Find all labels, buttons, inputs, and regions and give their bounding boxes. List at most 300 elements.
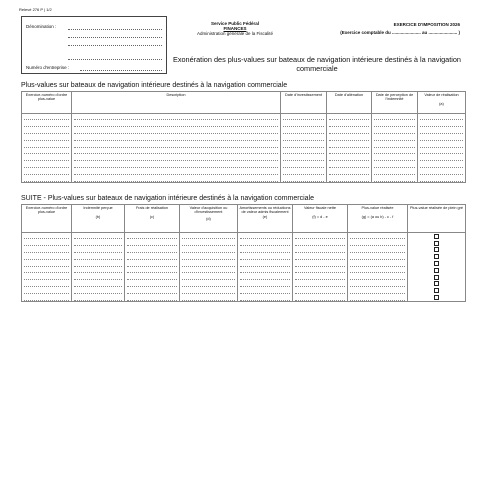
s2-input-line[interactable]: [350, 240, 405, 246]
s2-cell: [348, 240, 408, 247]
s1-input-line[interactable]: [420, 114, 463, 120]
denomination-label: Dénomination :: [26, 24, 57, 29]
s2-input-line[interactable]: [127, 288, 177, 294]
accounting-period: (Exercice comptable du ....................... au ....................... ): [340, 30, 460, 35]
denomination-line-1[interactable]: [68, 29, 162, 30]
s1-cell: [281, 134, 327, 141]
s2-col-header-3: Frais de réalisation (c): [125, 205, 180, 233]
s2-cell: [348, 287, 408, 294]
s2-cell: [348, 274, 408, 281]
s2-checkbox-cell: [408, 233, 466, 240]
s2-cell: [22, 240, 72, 247]
section2-header-row: [22, 205, 466, 233]
s2-cell: [22, 247, 72, 254]
s2-cell: [72, 274, 125, 281]
s2-input-line[interactable]: [350, 295, 405, 301]
s1-cell: [22, 155, 72, 162]
s1-input-line[interactable]: [283, 162, 324, 168]
voluntary-checkbox[interactable]: [434, 261, 439, 266]
s2-cell: [348, 281, 408, 288]
s2-cell: [72, 247, 125, 254]
s2-cell: [72, 267, 125, 274]
s2-input-line[interactable]: [24, 267, 69, 273]
s2-input-line[interactable]: [182, 274, 235, 280]
s1-input-line[interactable]: [329, 135, 369, 141]
section1-body: [22, 114, 466, 183]
s1-input-line[interactable]: [283, 114, 324, 120]
s1-input-line[interactable]: [283, 128, 324, 134]
s2-input-line[interactable]: [74, 233, 122, 239]
s2-row: [22, 267, 466, 274]
s1-cell: [327, 162, 372, 169]
s1-input-line[interactable]: [420, 128, 463, 134]
s2-input-line[interactable]: [24, 274, 69, 280]
s1-input-line[interactable]: [283, 155, 324, 161]
s1-input-line[interactable]: [24, 169, 69, 175]
s2-cell: [293, 247, 348, 254]
s2-checkbox-cell: [408, 287, 466, 294]
s1-cell: [72, 148, 281, 155]
s2-input-line[interactable]: [74, 295, 122, 301]
s2-cell: [125, 267, 180, 274]
s1-col-header-2: Description: [72, 92, 281, 114]
s1-input-line[interactable]: [24, 128, 69, 134]
s2-input-line[interactable]: [127, 240, 177, 246]
s1-input-line[interactable]: [374, 114, 415, 120]
s1-input-line[interactable]: [283, 148, 324, 154]
s2-input-line[interactable]: [74, 240, 122, 246]
s1-cell: [418, 114, 466, 121]
s2-col-header-1: Exercice-numéro d'ordre plus-value: [22, 205, 72, 233]
s2-input-line[interactable]: [295, 261, 345, 267]
authority-block: [180, 21, 290, 37]
s2-input-line[interactable]: [295, 295, 345, 301]
voluntary-checkbox[interactable]: [434, 234, 439, 239]
s1-input-line[interactable]: [420, 148, 463, 154]
s2-input-line[interactable]: [74, 288, 122, 294]
s1-col-header-5: Date de perception de l'indemnité: [372, 92, 418, 114]
s2-cell: [238, 240, 293, 247]
s2-checkbox-cell: [408, 240, 466, 247]
s2-cell: [180, 240, 238, 247]
s2-cell: [348, 233, 408, 240]
s2-input-line[interactable]: [74, 261, 122, 267]
s2-cell: [125, 233, 180, 240]
s2-input-line[interactable]: [295, 288, 345, 294]
identification-box: [21, 16, 167, 74]
s2-input-line[interactable]: [240, 247, 290, 253]
s1-cell: [327, 141, 372, 148]
s2-input-line[interactable]: [182, 247, 235, 253]
s1-input-line[interactable]: [74, 155, 278, 161]
s2-input-line[interactable]: [127, 281, 177, 287]
s2-cell: [238, 233, 293, 240]
section2-title: SUITE - Plus-values sur bateaux de navigation intérieure destinés à la navigation commerciale: [21, 195, 314, 202]
s2-cell: [22, 260, 72, 267]
section2-body: [22, 233, 466, 302]
s2-input-line[interactable]: [74, 254, 122, 260]
s1-cell: [327, 155, 372, 162]
s2-input-line[interactable]: [182, 281, 235, 287]
s1-cell: [327, 175, 372, 182]
s2-input-line[interactable]: [350, 267, 405, 273]
s1-cell: [372, 114, 418, 121]
voluntary-checkbox[interactable]: [434, 268, 439, 273]
s2-input-line[interactable]: [240, 281, 290, 287]
s2-input-line[interactable]: [240, 233, 290, 239]
s1-cell: [72, 134, 281, 141]
s1-cell: [72, 162, 281, 169]
s1-cell: [418, 155, 466, 162]
s2-input-line[interactable]: [127, 295, 177, 301]
s2-cell: [72, 281, 125, 288]
s1-input-line[interactable]: [329, 162, 369, 168]
s1-cell: [418, 162, 466, 169]
s1-cell: [22, 162, 72, 169]
s2-input-line[interactable]: [182, 261, 235, 267]
s2-cell: [180, 247, 238, 254]
s2-input-line[interactable]: [295, 267, 345, 273]
s2-input-line[interactable]: [182, 240, 235, 246]
s2-col-header-4: Valeur d'acquisition ou d'investissement (d): [180, 205, 238, 233]
s1-input-line[interactable]: [329, 155, 369, 161]
s1-input-line[interactable]: [24, 148, 69, 154]
s1-input-line[interactable]: [74, 114, 278, 120]
s2-input-line[interactable]: [74, 281, 122, 287]
s1-row: [22, 162, 466, 169]
s2-cell: [72, 287, 125, 294]
s2-input-line[interactable]: [295, 240, 345, 246]
s1-input-line[interactable]: [420, 169, 463, 175]
s1-input-line[interactable]: [374, 128, 415, 134]
s1-input-line[interactable]: [283, 169, 324, 175]
s1-input-line[interactable]: [329, 121, 369, 127]
section1-title: Plus-values sur bateaux de navigation intérieure destinés à la navigation commerciale: [21, 82, 288, 89]
authority-line-1: Service Public Fédéral: [210, 21, 260, 26]
s2-input-line[interactable]: [182, 254, 235, 260]
s2-cell: [293, 260, 348, 267]
s1-cell: [372, 155, 418, 162]
s1-cell: [418, 168, 466, 175]
s2-col-header-2: Indemnité perçue (b): [72, 205, 125, 233]
s2-input-line[interactable]: [240, 274, 290, 280]
s2-row: [22, 260, 466, 267]
s2-cell: [238, 274, 293, 281]
voluntary-checkbox[interactable]: [434, 241, 439, 246]
s1-input-line[interactable]: [374, 176, 415, 182]
s2-input-line[interactable]: [350, 274, 405, 280]
s1-input-line[interactable]: [24, 114, 69, 120]
s2-input-line[interactable]: [240, 295, 290, 301]
s2-col-header-5: Amortissements ou réductions de valeur admis fiscalement (e): [238, 205, 293, 233]
s1-cell: [418, 128, 466, 135]
s1-input-line[interactable]: [24, 142, 69, 148]
s1-row: [22, 175, 466, 182]
s1-input-line[interactable]: [374, 162, 415, 168]
s2-input-line[interactable]: [24, 247, 69, 253]
s2-cell: [72, 253, 125, 260]
s2-input-line[interactable]: [350, 281, 405, 287]
s2-input-line[interactable]: [240, 240, 290, 246]
authority-line-3: Administration générale de la Fiscalité: [196, 31, 274, 37]
s2-input-line[interactable]: [127, 233, 177, 239]
s2-cell: [180, 267, 238, 274]
denomination-line-4[interactable]: [68, 59, 162, 60]
s2-cell: [180, 294, 238, 301]
s1-input-line[interactable]: [374, 148, 415, 154]
s1-cell: [22, 114, 72, 121]
s1-input-line[interactable]: [420, 121, 463, 127]
s1-cell: [327, 114, 372, 121]
s2-input-line[interactable]: [295, 247, 345, 253]
s1-cell: [372, 175, 418, 182]
denomination-line-3[interactable]: [68, 45, 162, 46]
s1-cell: [372, 141, 418, 148]
s1-cell: [281, 128, 327, 135]
s1-input-line[interactable]: [283, 176, 324, 182]
s2-cell: [180, 253, 238, 260]
s1-col-header-4: Date d'aliénation: [327, 92, 372, 114]
s1-cell: [22, 168, 72, 175]
s2-cell: [293, 233, 348, 240]
s2-cell: [238, 253, 293, 260]
s1-input-line[interactable]: [374, 121, 415, 127]
s2-cell: [293, 253, 348, 260]
s2-row: [22, 247, 466, 254]
s2-input-line[interactable]: [74, 274, 122, 280]
s1-cell: [281, 141, 327, 148]
s2-input-line[interactable]: [24, 261, 69, 267]
s2-input-line[interactable]: [295, 233, 345, 239]
s2-cell: [125, 287, 180, 294]
s2-row: [22, 240, 466, 247]
s1-input-line[interactable]: [374, 169, 415, 175]
s2-cell: [348, 253, 408, 260]
s1-input-line[interactable]: [74, 142, 278, 148]
s1-input-line[interactable]: [420, 176, 463, 182]
s1-cell: [72, 114, 281, 121]
s2-cell: [348, 247, 408, 254]
s2-input-line[interactable]: [74, 247, 122, 253]
s1-col-header-1: Exercice-numéro d'ordre plus-value: [22, 92, 72, 114]
s2-cell: [22, 287, 72, 294]
s2-input-line[interactable]: [182, 288, 235, 294]
s2-cell: [180, 260, 238, 267]
s1-input-line[interactable]: [374, 135, 415, 141]
s2-input-line[interactable]: [240, 261, 290, 267]
s2-input-line[interactable]: [127, 254, 177, 260]
s2-input-line[interactable]: [350, 254, 405, 260]
s1-row: [22, 168, 466, 175]
s2-input-line[interactable]: [350, 261, 405, 267]
s2-input-line[interactable]: [24, 288, 69, 294]
s1-input-line[interactable]: [329, 128, 369, 134]
s2-input-line[interactable]: [182, 295, 235, 301]
s2-input-line[interactable]: [182, 233, 235, 239]
s1-input-line[interactable]: [420, 135, 463, 141]
voluntary-checkbox[interactable]: [434, 288, 439, 293]
s2-input-line[interactable]: [295, 254, 345, 260]
s1-input-line[interactable]: [74, 148, 278, 154]
s1-input-line[interactable]: [329, 142, 369, 148]
s1-input-line[interactable]: [374, 155, 415, 161]
s1-cell: [72, 175, 281, 182]
s1-cell: [72, 121, 281, 128]
s2-input-line[interactable]: [240, 267, 290, 273]
s2-cell: [293, 240, 348, 247]
s2-checkbox-cell: [408, 247, 466, 254]
s2-cell: [125, 294, 180, 301]
s2-cell: [238, 281, 293, 288]
s2-cell: [293, 274, 348, 281]
s2-cell: [238, 267, 293, 274]
s1-input-line[interactable]: [24, 176, 69, 182]
s2-row: [22, 287, 466, 294]
s2-input-line[interactable]: [127, 267, 177, 273]
s2-cell: [22, 233, 72, 240]
s2-cell: [72, 294, 125, 301]
s1-cell: [418, 175, 466, 182]
s1-cell: [72, 168, 281, 175]
s1-cell: [418, 134, 466, 141]
s1-input-line[interactable]: [24, 121, 69, 127]
s2-checkbox-cell: [408, 281, 466, 288]
s2-cell: [125, 260, 180, 267]
section2-table: [21, 204, 466, 302]
s1-input-line[interactable]: [329, 169, 369, 175]
voluntary-checkbox[interactable]: [434, 295, 439, 300]
s2-cell: [293, 287, 348, 294]
s2-input-line[interactable]: [24, 233, 69, 239]
voluntary-checkbox[interactable]: [434, 281, 439, 286]
s2-input-line[interactable]: [350, 233, 405, 239]
s1-input-line[interactable]: [374, 142, 415, 148]
s2-col-header-7: Plus-value réalisée (g) = (a ou b) - c - f: [348, 205, 408, 233]
tax-year-title: EXERCICE D'IMPOSITION 2026: [393, 22, 460, 27]
s2-cell: [238, 287, 293, 294]
voluntary-checkbox[interactable]: [434, 247, 439, 252]
s1-cell: [372, 128, 418, 135]
s2-input-line[interactable]: [240, 288, 290, 294]
s1-cell: [22, 121, 72, 128]
s2-input-line[interactable]: [295, 281, 345, 287]
s1-input-line[interactable]: [283, 142, 324, 148]
s1-cell: [22, 141, 72, 148]
s1-input-line[interactable]: [24, 155, 69, 161]
s1-row: [22, 114, 466, 121]
s1-input-line[interactable]: [24, 135, 69, 141]
s2-input-line[interactable]: [24, 240, 69, 246]
s2-cell: [238, 294, 293, 301]
voluntary-checkbox[interactable]: [434, 254, 439, 259]
s2-row: [22, 294, 466, 301]
s1-cell: [281, 114, 327, 121]
s2-cell: [72, 240, 125, 247]
s2-input-line[interactable]: [24, 295, 69, 301]
s2-cell: [293, 294, 348, 301]
s1-input-line[interactable]: [74, 169, 278, 175]
s1-input-line[interactable]: [329, 148, 369, 154]
s1-input-line[interactable]: [420, 142, 463, 148]
s1-col-header-6: Valeur de réalisation (a): [418, 92, 466, 114]
s2-checkbox-cell: [408, 260, 466, 267]
s1-input-line[interactable]: [329, 114, 369, 120]
s2-checkbox-cell: [408, 253, 466, 260]
s2-checkbox-cell: [408, 274, 466, 281]
s2-cell: [348, 260, 408, 267]
s1-input-line[interactable]: [420, 155, 463, 161]
s2-col-header-8: Plus-value réalisée de plein gré: [408, 205, 466, 233]
s1-col-header-3: Date d'investissement: [281, 92, 327, 114]
s1-cell: [327, 121, 372, 128]
s1-cell: [72, 155, 281, 162]
s2-input-line[interactable]: [127, 261, 177, 267]
s1-input-line[interactable]: [74, 121, 278, 127]
s1-cell: [22, 175, 72, 182]
s2-cell: [125, 240, 180, 247]
s1-input-line[interactable]: [420, 162, 463, 168]
s2-input-line[interactable]: [350, 247, 405, 253]
enterprise-number-label: Numéro d'entreprise :: [26, 65, 70, 70]
s2-input-line[interactable]: [240, 254, 290, 260]
s1-cell: [281, 121, 327, 128]
s1-input-line[interactable]: [283, 135, 324, 141]
s1-input-line[interactable]: [329, 176, 369, 182]
s1-cell: [372, 134, 418, 141]
s1-input-line[interactable]: [74, 176, 278, 182]
s2-input-line[interactable]: [350, 288, 405, 294]
s1-input-line[interactable]: [74, 162, 278, 168]
s1-row: [22, 155, 466, 162]
s2-cell: [125, 247, 180, 254]
s1-input-line[interactable]: [283, 121, 324, 127]
s2-input-line[interactable]: [74, 267, 122, 273]
s1-cell: [327, 148, 372, 155]
s2-cell: [180, 281, 238, 288]
s1-cell: [72, 128, 281, 135]
s1-cell: [281, 155, 327, 162]
s2-input-line[interactable]: [295, 274, 345, 280]
denomination-line-2[interactable]: [68, 37, 162, 38]
s1-input-line[interactable]: [74, 128, 278, 134]
s1-row: [22, 134, 466, 141]
s2-input-line[interactable]: [127, 247, 177, 253]
s2-input-line[interactable]: [182, 267, 235, 273]
s2-cell: [180, 287, 238, 294]
voluntary-checkbox[interactable]: [434, 275, 439, 280]
s1-cell: [72, 141, 281, 148]
s1-input-line[interactable]: [74, 135, 278, 141]
s2-cell: [348, 294, 408, 301]
s1-cell: [418, 141, 466, 148]
s1-cell: [22, 128, 72, 135]
s2-cell: [22, 267, 72, 274]
s2-cell: [22, 294, 72, 301]
s1-cell: [281, 175, 327, 182]
s1-input-line[interactable]: [24, 162, 69, 168]
enterprise-number-line[interactable]: [80, 70, 162, 71]
s2-cell: [125, 253, 180, 260]
s2-input-line[interactable]: [24, 281, 69, 287]
s2-cell: [180, 233, 238, 240]
s2-row: [22, 281, 466, 288]
s2-input-line[interactable]: [24, 254, 69, 260]
s2-cell: [22, 274, 72, 281]
s2-input-line[interactable]: [127, 274, 177, 280]
s2-cell: [293, 281, 348, 288]
s2-cell: [180, 274, 238, 281]
s1-cell: [327, 168, 372, 175]
